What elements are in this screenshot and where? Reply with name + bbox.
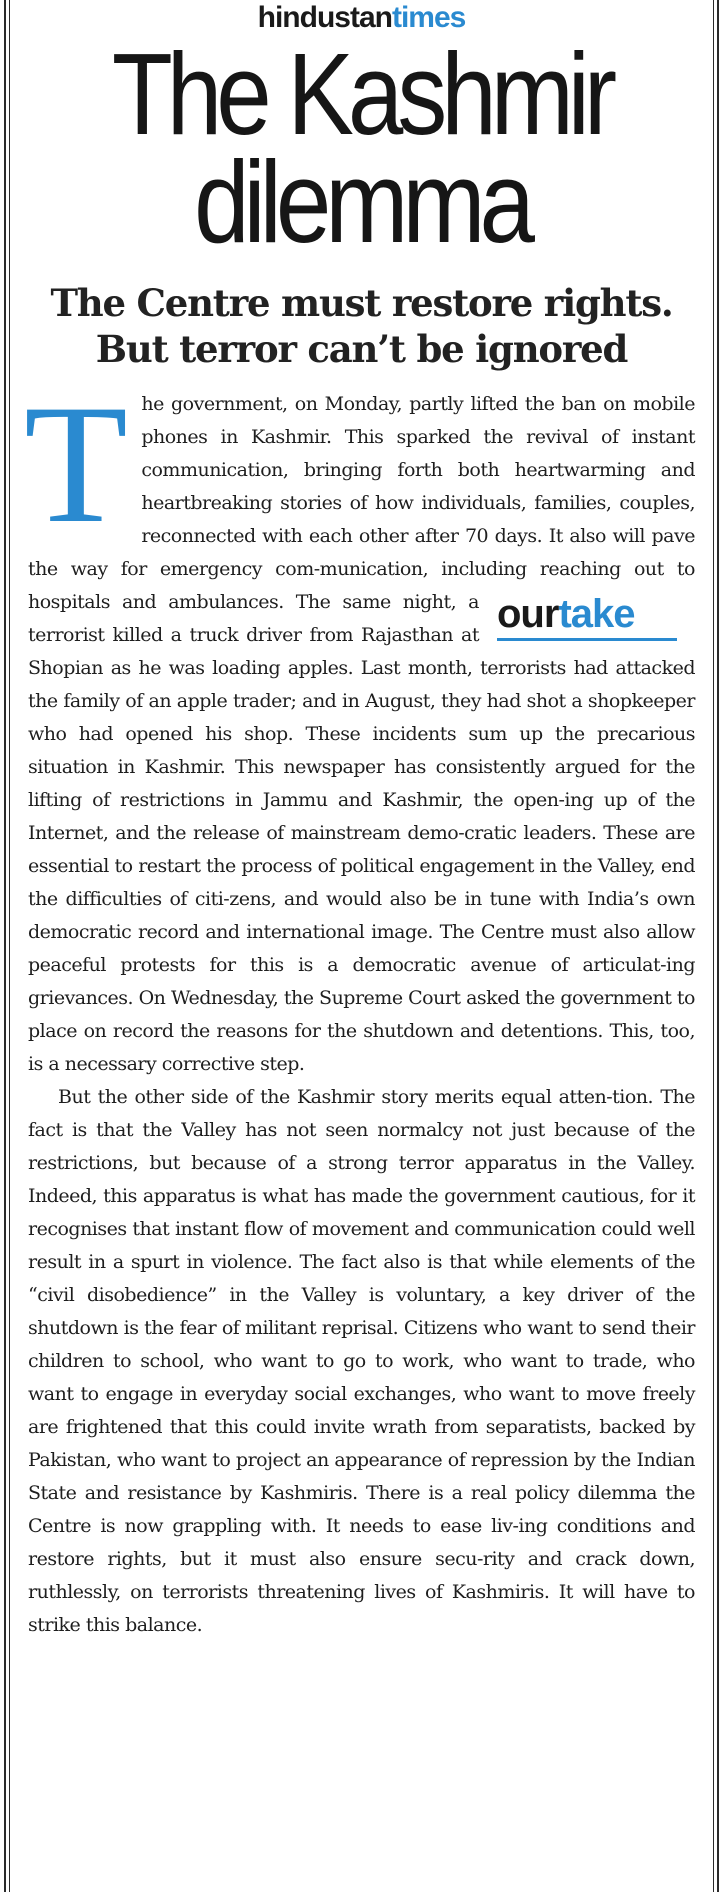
- headline: [75, 29, 649, 267]
- article-paragraph-1: [24, 370, 695, 1081]
- paragraph-1-part-a: he government, on Monday, partly lifted the ban on mobile phones in Kashmir. This sparked the revival of instant communication, bringing forth both heartwarming and heartbreaking stories of how individuals, families, couples, reconnected with each other after 70 days. It also will pave the way for emergency com-munication, including reaching out to: [28, 393, 695, 580]
- subheadline-line-1: The Centre must restore rights.: [50, 281, 673, 325]
- masthead-part-2: times: [391, 1, 466, 34]
- article-paragraph-2: But the other side of the Kashmir story merits equal atten-tion. The fact is that the Valley has not seen normalcy not just because of the restrictions, but because of a strong terror apparatus in the Valley. Indeed, this apparatus is what has made the government cautious, for it recognises that instant flow of movement and communication could well result in a spurt in violence. The fact also is that while elements of the “civil disobedience” in the Valley is voluntary, a key driver of the shutdown is the fear of militant reprisal. Citizens who want to send their children to school, who want to go to work, who want to trade, who want to engage in everyday social exchanges, who want to move freely are frightened that this could invite wrath from separatists, backed by Pakistan, who want to project an appearance of repression by the Indian State and resistance by Kashmiris. There is a real policy dilemma the Centre is now grappling with. It needs to ease liv-ing conditions and restore rights, but it must also ensure secu-rity and crack down, ruthlessly, on terrorists threatening lives of Kashmiris. It will have to strike this balance.: [28, 1086, 695, 1636]
- ourtake-logo: [497, 592, 695, 641]
- headline-line-2: dilemma: [194, 137, 529, 267]
- drop-cap: T: [24, 370, 128, 558]
- editorial-page: [24, 0, 695, 1892]
- headline-line-1: The Kashmir: [111, 29, 612, 159]
- ourtake-part-1: our: [497, 592, 559, 636]
- ourtake-underline: [497, 638, 677, 641]
- ourtake-part-2: take: [558, 592, 635, 636]
- right-border-rule-outer: [717, 0, 719, 1892]
- right-border-rule-inner: [713, 0, 714, 1892]
- subheadline: [28, 280, 695, 372]
- article-body: [24, 370, 695, 1642]
- left-border-rule-outer: [4, 0, 6, 1892]
- subheadline-line-2: But terror can’t be ignored: [95, 327, 628, 371]
- left-border-rule-inner: [9, 0, 10, 1892]
- masthead-part-1: hindustan: [257, 1, 392, 34]
- paragraph-1-part-b: hospitals and ambulances. The same night, a terrorist killed a truck driver from Rajasthan at Shopian as he was loading apples. Last month, terrorists had attacked the family of an apple trader; and in August, they had shot a shopkeeper who had opened his shop. These incidents sum up the precarious situation in Kashmir. This newspaper has consistently argued for the lifting of restrictions in Jammu and Kashmir, the open-ing up of the Internet, and the release of mainstream demo-cratic leaders. These are essential to restart the process of political engagement in the Valley, end the difficulties of citi-zens, and would also be in tune with India’s own democratic record and international image. The Centre must also allow peaceful protests for this is a democratic avenue of articulat-ing grievances. On Wednesday, the Supreme Court asked the government to place on record the reasons for the shutdown and detentions. This, too, is a necessary corrective step.: [28, 591, 695, 1075]
